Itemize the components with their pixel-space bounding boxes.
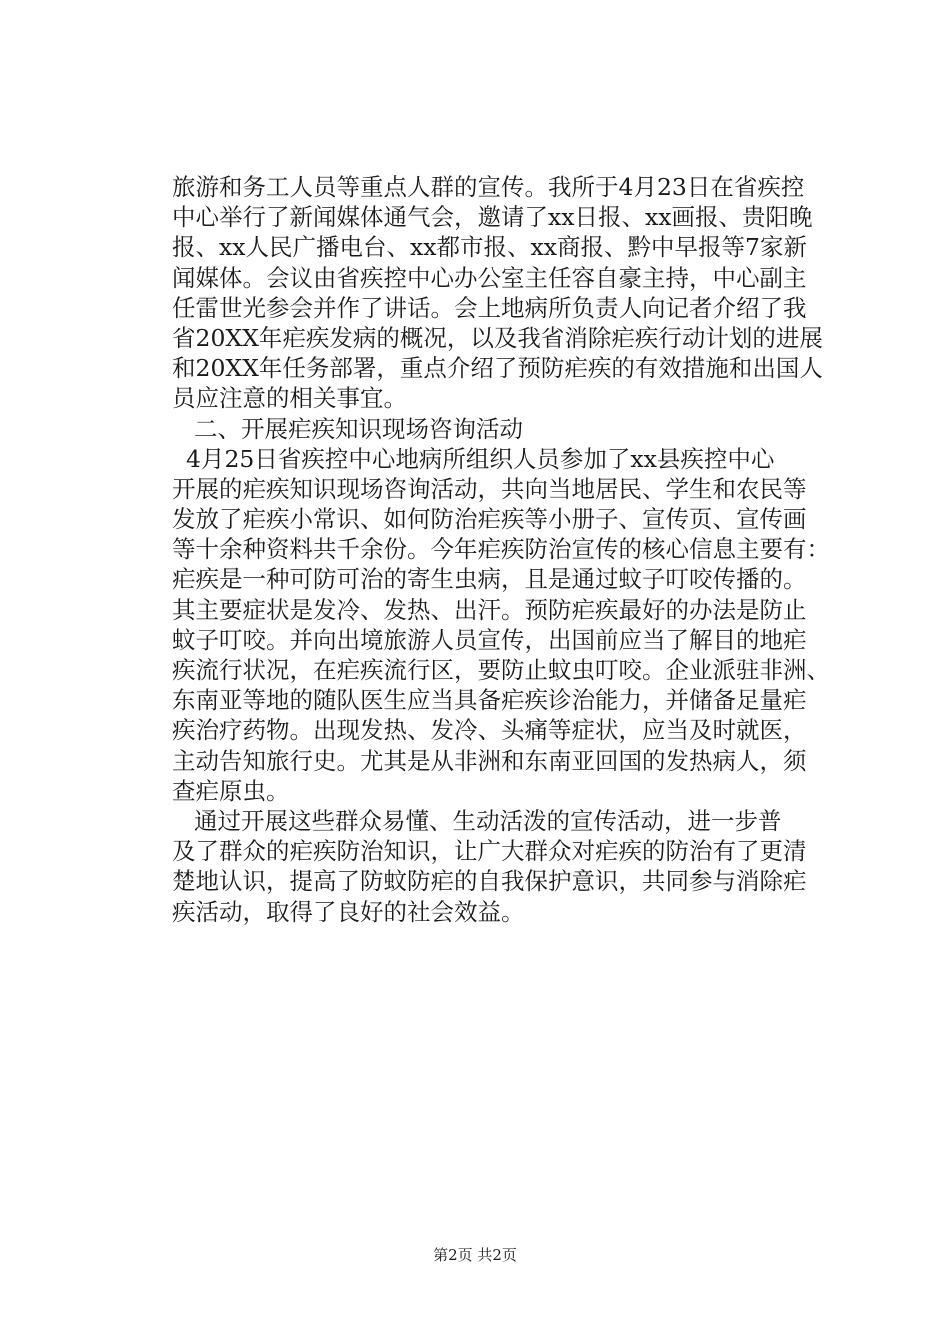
text-line: 其主要症状是发冷、发热、出汗。预防疟疾最好的办法是防止: [172, 595, 807, 624]
text-line: 开展的疟疾知识现场咨询活动，共向当地居民、学生和农民等: [172, 474, 807, 503]
text-line: 和20XX年任务部署，重点介绍了预防疟疾的有效措施和出国人: [172, 354, 823, 383]
section-heading: 二、开展疟疾知识现场咨询活动: [194, 414, 523, 443]
text-line: 省20XX年疟疾发病的概况，以及我省消除疟疾行动计划的进展: [172, 323, 823, 352]
text-line: 等十余种资料共千余份。今年疟疾防治宣传的核心信息主要有：: [172, 535, 830, 564]
text-line: 楚地认识，提高了防蚊防疟的自我保护意识，共同参与消除疟: [172, 867, 807, 896]
document-body: [172, 172, 830, 927]
text-line: 及了群众的疟疾防治知识，让广大群众对疟疾的防治有了更清: [172, 837, 807, 866]
text-line: 旅游和务工人员等重点人群的宣传。我所于4月23日在省疾控: [172, 173, 805, 201]
text-line: 员应注意的相关事宜。: [172, 384, 407, 413]
text-line: 主动告知旅行史。尤其是从非洲和东南亚回国的发热病人，须: [172, 746, 807, 775]
text-line: 东南亚等地的随队医生应当具备疟疾诊治能力，并储备足量疟: [172, 686, 807, 715]
text-line: 任雷世光参会并作了讲话。会上地病所负责人向记者介绍了我: [172, 293, 807, 322]
text-line: 疾治疗药物。出现发热、发冷、头痛等症状，应当及时就医，: [172, 716, 807, 745]
text-line: 4月25日省疾控中心地病所组织人员参加了xx县疾控中心: [186, 444, 775, 473]
text-line: 疾活动，取得了良好的社会效益。: [172, 897, 525, 926]
text-line: 查疟原虫。: [172, 776, 290, 805]
text-line: 闻媒体。会议由省疾控中心办公室主任容自豪主持，中心副主: [172, 263, 807, 292]
text-line: 疟疾是一种可防可治的寄生虫病，且是通过蚊子叮咬传播的。: [172, 565, 807, 594]
text-line: 中心举行了新闻媒体通气会，邀请了xx日报、xx画报、贵阳晚: [172, 203, 813, 232]
text-line: 报、xx人民广播电台、xx都市报、xx商报、黔中早报等7家新: [172, 233, 807, 262]
text-line: 发放了疟疾小常识、如何防治疟疾等小册子、宣传页、宣传画: [172, 505, 807, 534]
text-line: 通过开展这些群众易懂、生动活泼的宣传活动，进一步普: [194, 806, 782, 835]
text-line: 蚊子叮咬。并向出境旅游人员宣传，出国前应当了解目的地疟: [172, 625, 807, 654]
text-line: 疾流行状况，在疟疾流行区，要防止蚊虫叮咬。企业派驻非洲、: [172, 656, 830, 684]
page-footer: 第2页 共2页: [433, 1246, 517, 1264]
